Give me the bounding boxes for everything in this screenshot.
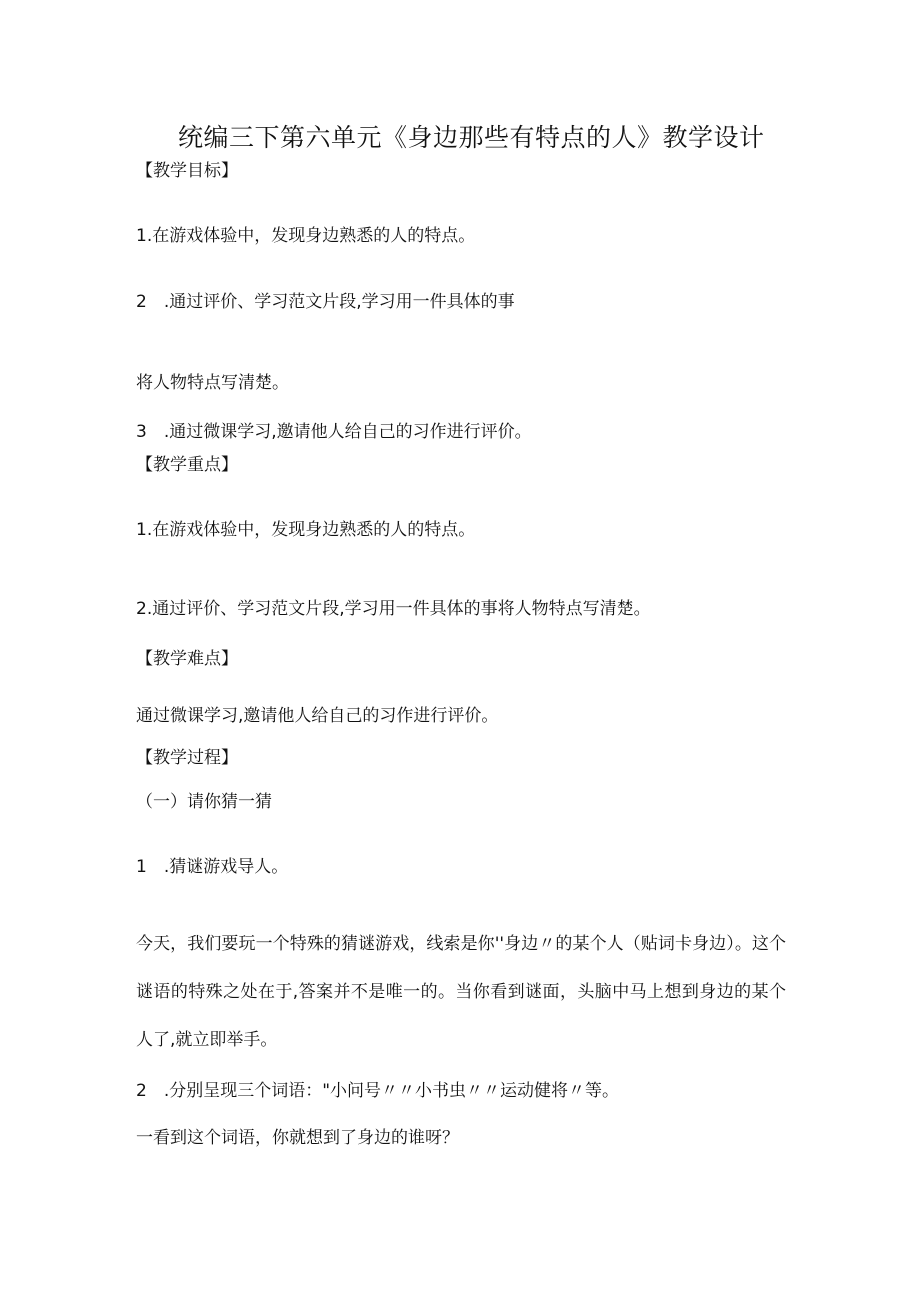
intro-paragraph: 今天，我们要玩一个特殊的猜谜游戏，线索是你''身边〃的某个人（贴词卡身边）。这个谜语的特殊之处在于,答案并不是唯一的。当你看到谜面，头脑中马上想到身边的某个人了,就立即举手。 bbox=[136, 934, 786, 1050]
process-item-2: 2 .分别呈现三个词语："小问号〃〃小书虫〃〃运动健将〃等。 bbox=[136, 1081, 620, 1101]
objective-2-continued: 将人物特点写清楚。 bbox=[136, 373, 289, 393]
objective-1: 1.在游戏体验中，发现身边熟悉的人的特点。 bbox=[136, 226, 476, 246]
question-text: 一看到这个词语，你就想到了身边的谁呀？ bbox=[136, 1128, 459, 1148]
section-heading-key-points: 【教学重点】 bbox=[136, 455, 238, 475]
objective-2: 2 .通过评价、学习范文片段,学习用一件具体的事 bbox=[136, 292, 515, 312]
section-heading-difficulties: 【教学难点】 bbox=[136, 649, 238, 669]
section-heading-process: 【教学过程】 bbox=[136, 748, 238, 768]
objective-3: 3 .通过微课学习,邀请他人给自己的习作进行评价。 bbox=[136, 422, 532, 442]
key-point-2: 2.通过评价、学习范文片段,学习用一件具体的事将人物特点写清楚。 bbox=[136, 599, 651, 619]
difficulty-text: 通过微课学习,邀请他人给自己的习作进行评价。 bbox=[136, 706, 499, 726]
process-step-1-heading: （一）请你猜一猜 bbox=[136, 792, 272, 812]
process-item-1: 1 .猜谜游戏导人。 bbox=[136, 857, 289, 877]
document-title: 统编三下第六单元《身边那些有特点的人》教学设计 bbox=[178, 123, 765, 152]
key-point-1: 1.在游戏体验中，发现身边熟悉的人的特点。 bbox=[136, 520, 476, 540]
section-heading-objectives: 【教学目标】 bbox=[136, 161, 238, 181]
